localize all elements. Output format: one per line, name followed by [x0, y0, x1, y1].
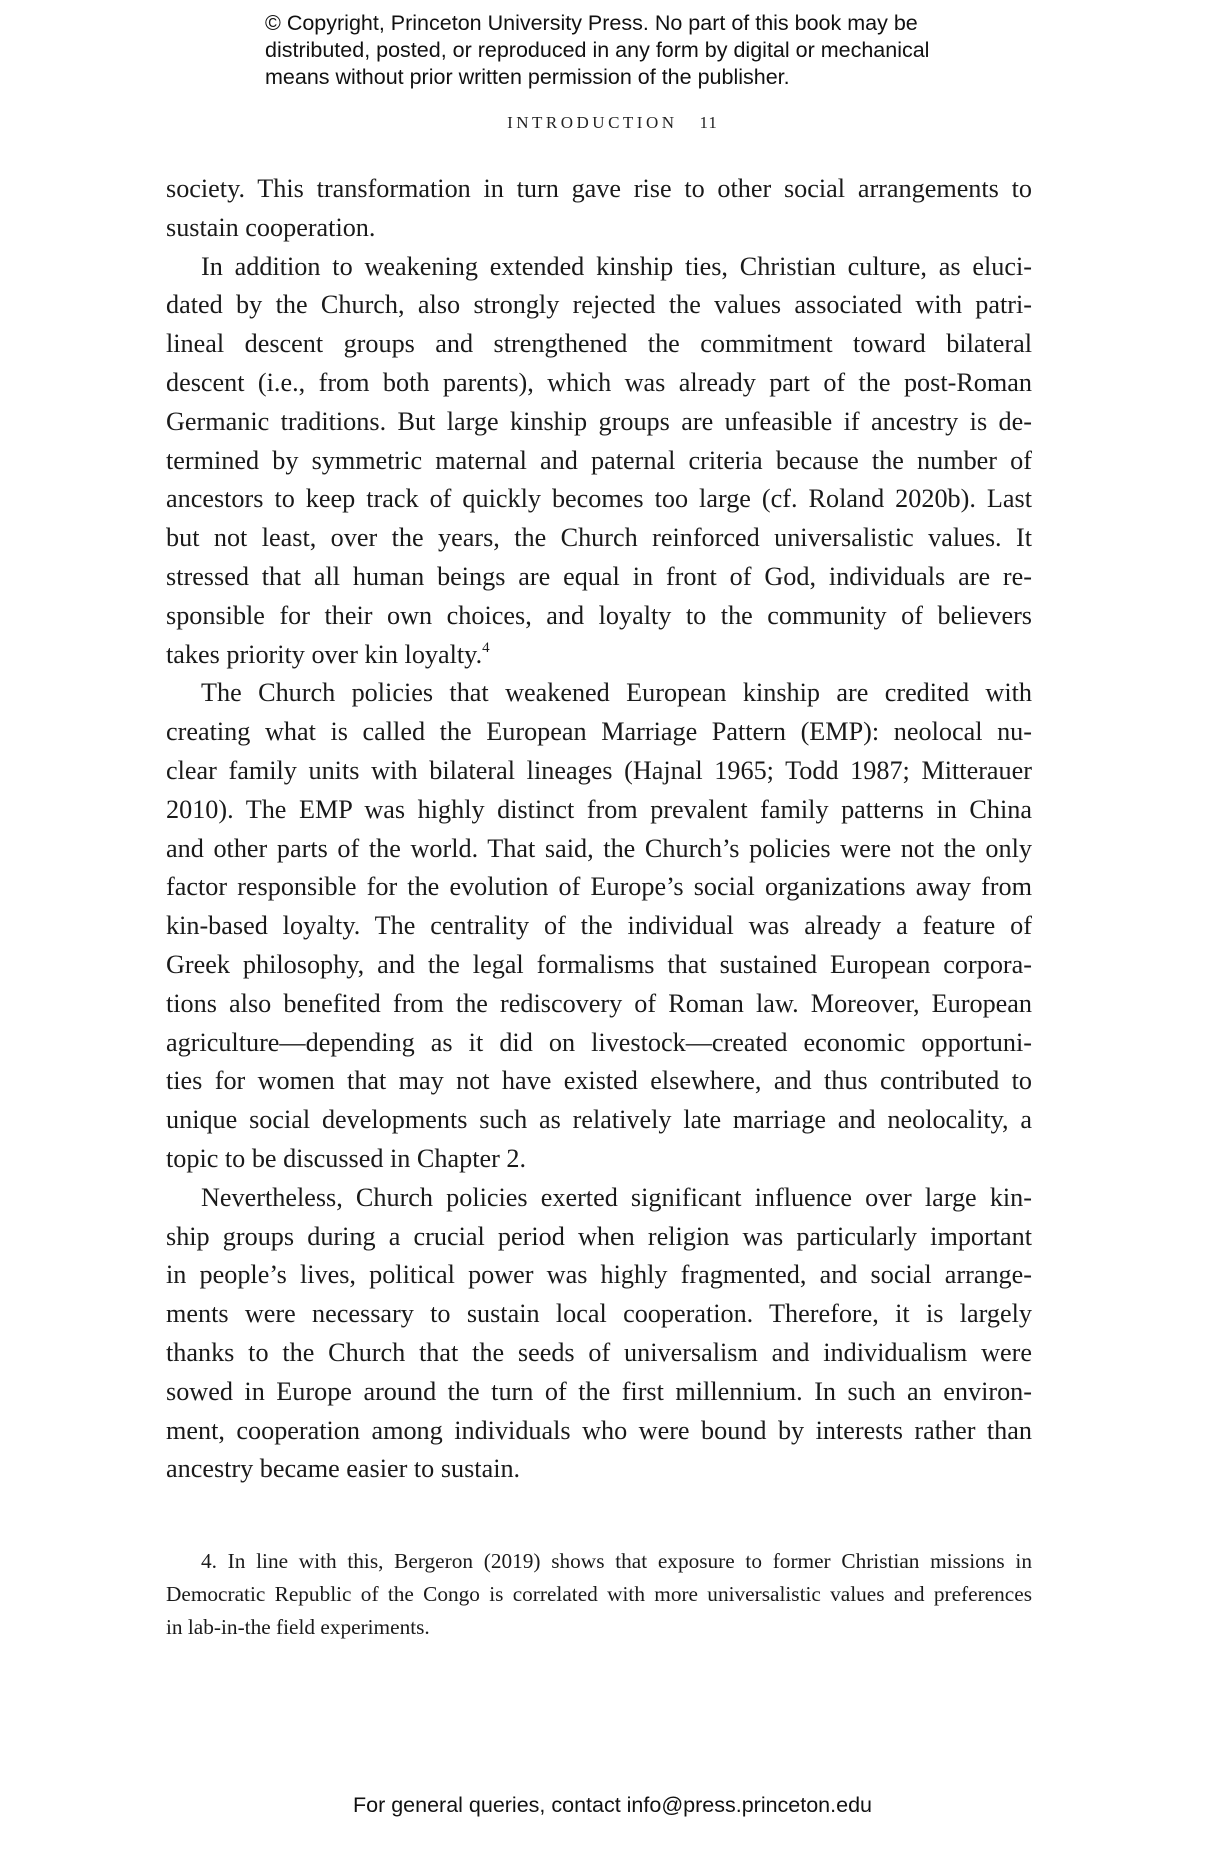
text-line: sponsible for their own choices, and loyalty to the community of believers	[166, 600, 1032, 630]
text-line: lineal descent groups and strengthened the commitment toward bilateral	[166, 329, 1032, 359]
text-line: Greek philosophy, and the legal formalisms that sustained European corpora-	[166, 949, 1032, 979]
text-line: clear family units with bilateral lineages (Hajnal 1965; Todd 1987; Mitterauer	[166, 755, 1032, 785]
text-line: thanks to the Church that the seeds of universalism and individualism were	[166, 1337, 1032, 1367]
text-line: agriculture—depending as it did on livestock—created economic opportuni-	[166, 1027, 1032, 1057]
copyright-line: © Copyright, Princeton University Press. No part of this book may be	[265, 11, 918, 35]
text-line: ment, cooperation among individuals who were bound by interests rather than	[166, 1415, 1032, 1445]
text-line: topic to be discussed in Chapter 2.	[166, 1143, 527, 1173]
text-line: ments were necessary to sustain local cooperation. Therefore, it is largely	[166, 1299, 1032, 1329]
text-line: 2010). The EMP was highly distinct from prevalent family patterns in China	[166, 794, 1032, 824]
text-line: The Church policies that weakened European kinship are credited with	[201, 678, 1032, 708]
running-head	[0, 113, 1225, 133]
text-line: takes priority over kin loyalty.	[166, 639, 483, 669]
text-line: termined by symmetric maternal and paternal criteria because the number of	[166, 445, 1032, 475]
text-line: sowed in Europe around the turn of the first millennium. In such an environ-	[166, 1376, 1032, 1406]
copyright-notice	[265, 10, 1025, 91]
text-line-with-note	[166, 636, 1032, 675]
text-line: Germanic traditions. But large kinship groups are unfeasible if ancestry is de-	[166, 406, 1032, 436]
text-line: dated by the Church, also strongly rejected the values associated with patri-	[166, 290, 1032, 320]
body-text	[166, 170, 1032, 1489]
footnote-line: in lab-in-the field experiments.	[166, 1614, 430, 1639]
text-line: in people’s lives, political power was highly fragmented, and social arrange-	[166, 1260, 1032, 1290]
footnote-reference[interactable]: 4	[482, 639, 490, 656]
text-line: and other parts of the world. That said, the Church’s policies were not the only	[166, 833, 1032, 863]
text-line: kin-based loyalty. The centrality of the individual was already a feature of	[166, 911, 1032, 941]
footnote	[166, 1545, 1032, 1643]
text-line: descent (i.e., from both parents), which was already part of the post-Roman	[166, 367, 1032, 397]
text-line: ship groups during a crucial period when religion was particularly important	[166, 1221, 1032, 1251]
contact-notice: For general queries, contact info@press.princeton.edu	[352, 1793, 872, 1817]
text-line: tions also benefited from the rediscovery of Roman law. Moreover, European	[166, 988, 1032, 1018]
text-line: In addition to weakening extended kinship ties, Christian culture, as eluci-	[201, 251, 1032, 281]
text-line: ties for women that may not have existed elsewhere, and thus contributed to	[166, 1066, 1032, 1096]
text-line: but not least, over the years, the Church reinforced universalistic values. It	[166, 523, 1032, 553]
text-line: Nevertheless, Church policies exerted significant influence over large kin-	[201, 1182, 1032, 1212]
footnote-line: Democratic Republic of the Congo is correlated with more universalistic values and preferences	[166, 1581, 1032, 1606]
page-number: 11	[699, 113, 718, 132]
text-line: creating what is called the European Marriage Pattern (EMP): neolocal nu-	[166, 717, 1032, 747]
text-line: society. This transformation in turn gave rise to other social arrangements to	[166, 174, 1032, 203]
text-line: ancestors to keep track of quickly becomes too large (cf. Roland 2020b). Last	[166, 484, 1032, 514]
text-line: ancestry became easier to sustain.	[166, 1454, 521, 1484]
footnote-line: 4. In line with this, Bergeron (2019) shows that exposure to former Christian missions in	[201, 1549, 1032, 1573]
copyright-line: distributed, posted, or reproduced in any form by digital or mechanical	[265, 38, 930, 62]
text-line: sustain cooperation.	[166, 212, 376, 242]
running-head-section: INTRODUCTION	[507, 113, 678, 132]
text-line: factor responsible for the evolution of Europe’s social organizations away from	[166, 872, 1032, 902]
copyright-line: means without prior written permission of the publisher.	[265, 65, 790, 89]
text-line: stressed that all human beings are equal in front of God, individuals are re-	[166, 561, 1032, 591]
text-line: unique social developments such as relatively late marriage and neolocality, a	[166, 1105, 1032, 1135]
